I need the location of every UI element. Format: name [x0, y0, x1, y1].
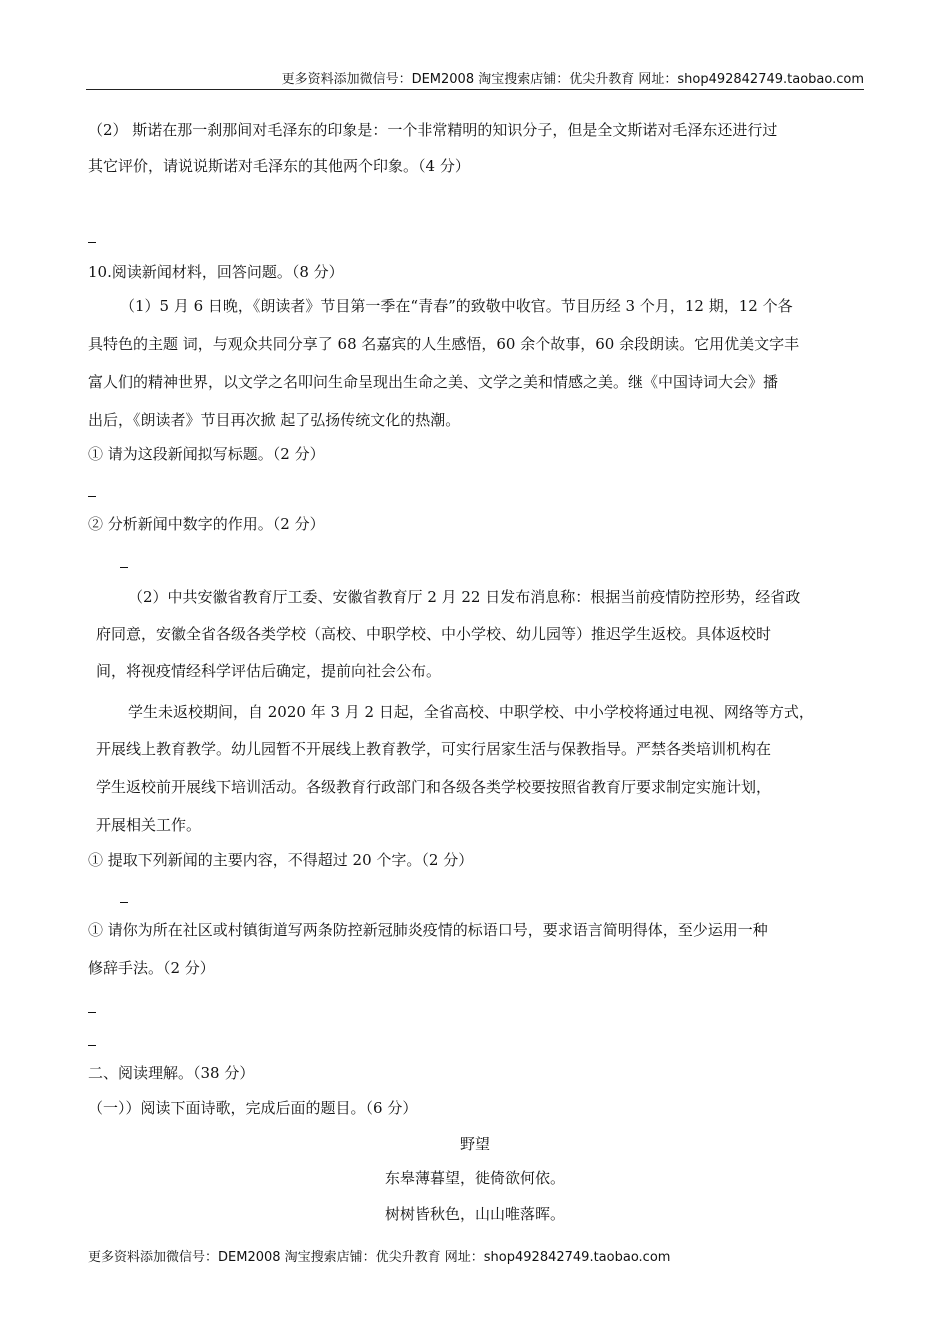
page-header: 更多资料添加微信号：DEM2008 淘宝搜索店铺：优尖升教育 网址：shop492842749.taobao.com: [281, 72, 864, 87]
news2-line-1: （2）中共安徽省教育厅工委、安徽省教育厅 2 月 22 日发布消息称：根据当前疫情防控形势，经省政: [128, 588, 801, 606]
news1-line-3: 富人们的精神世界，以文学之名叩问生命呈现出生命之美、文学之美和情感之美。继《中国诗词大会》播: [88, 373, 779, 391]
news2-line-3: 间，将视疫情经科学评估后确定，提前向社会公布。: [96, 662, 442, 680]
news3-line-1: 学生未返校期间，自 2020 年 3 月 2 日起，全省高校、中职学校、中小学校将通过电视、网络等方式，: [128, 703, 814, 721]
q10-title: 10.阅读新闻材料，回答问题。（8 分）: [88, 263, 344, 281]
q10-sub-1: ① 请为这段新闻拟写标题。（2 分）: [88, 445, 325, 463]
page-footer: 更多资料添加微信号：DEM2008 淘宝搜索店铺：优尖升教育 网址：shop492842749.taobao.com: [88, 1250, 671, 1265]
section-2-title: 二、阅读理解。（38 分）: [88, 1064, 255, 1082]
news3-line-4: 开展相关工作。: [96, 816, 202, 834]
news1-line-4: 出后，《朗读者》节目再次掀 起了弘扬传统文化的热潮。: [88, 411, 461, 429]
poem-line-1: 东皋薄暮望，徙倚欲何依。: [384, 1169, 565, 1187]
answer-blank: [120, 567, 128, 568]
news2-line-2: 府同意，安徽全省各级各类学校（高校、中职学校、中小学校、幼儿园等）推迟学生返校。具体返校时: [96, 625, 772, 643]
answer-blank: [88, 1045, 96, 1046]
news3-line-3: 学生返校前开展线下培训活动。各级教育行政部门和各级各类学校要按照省教育厅要求制定实施计划，: [96, 778, 772, 796]
poem-line-2: 树树皆秋色，山山唯落晖。: [384, 1205, 565, 1223]
answer-blank: [88, 496, 96, 497]
q10-sub-2: ② 分析新闻中数字的作用。（2 分）: [88, 515, 325, 533]
q10-sub-4-line-1: ① 请你为所在社区或村镇街道写两条防控新冠肺炎疫情的标语口号，要求语言简明得体，至少运用一种: [88, 921, 768, 939]
q10-sub-3: ① 提取下列新闻的主要内容，不得超过 20 个字。（2 分）: [88, 851, 474, 869]
header-rule: [86, 89, 864, 90]
answer-blank: [88, 242, 96, 243]
news3-line-2: 开展线上教育教学。幼儿园暂不开展线上教育教学，可实行居家生活与保教指导。严禁各类培训机构在: [96, 740, 772, 758]
q10-sub-4-line-2: 修辞手法。（2 分）: [88, 959, 215, 977]
q9-2-line-2: 其它评价，请说说斯诺对毛泽东的其他两个印象。（4 分）: [88, 157, 470, 175]
news1-line-1: （1）5 月 6 日晚，《朗读者》节目第一季在“青春”的致敬中收官。节目历经 3 个月，12 期，12 个各: [120, 297, 793, 315]
section-2-sub-1: （一））阅读下面诗歌，完成后面的题目。（6 分）: [88, 1099, 418, 1117]
q9-2-line-1: （2） 斯诺在那一刹那间对毛泽东的印象是：一个非常精明的知识分子，但是全文斯诺对毛泽东还进行过: [88, 121, 778, 139]
answer-blank: [120, 902, 128, 903]
news1-line-2: 具特色的主题 词，与观众共同分享了 68 名嘉宾的人生感悟，60 余个故事，60 余段朗读。它用优美文字丰: [88, 335, 800, 353]
answer-blank: [88, 1012, 96, 1013]
poem-title: 野望: [459, 1135, 490, 1153]
